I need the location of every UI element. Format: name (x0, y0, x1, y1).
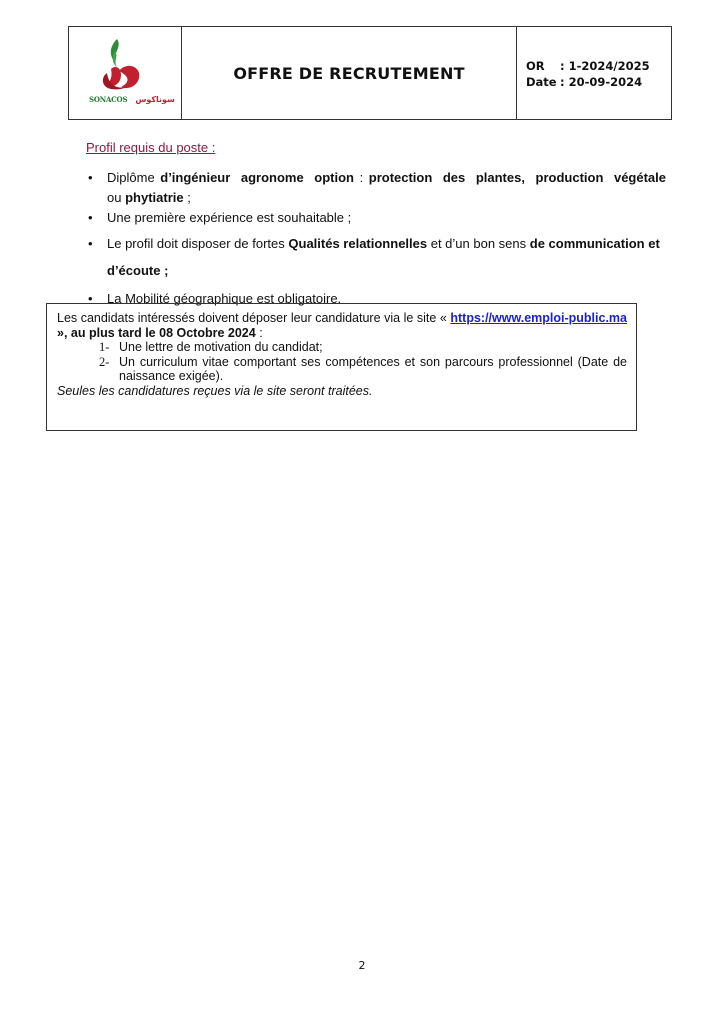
date-label: Date (526, 75, 557, 89)
specialty-text: phytiatrie (125, 190, 184, 205)
text-run: et d’un bon sens (427, 236, 530, 251)
text-run: », au plus tard le (57, 325, 160, 340)
text-run: : (354, 170, 369, 185)
emphasis-text: de communication et d’écoute ; (107, 236, 660, 278)
list-number: 2- (99, 354, 110, 369)
profile-section-title: Profil requis du poste : (86, 140, 216, 155)
list-number: 1- (99, 340, 110, 354)
text-run: : (255, 325, 263, 340)
reference-date (526, 74, 671, 90)
reference-cell (517, 27, 671, 119)
text-run: ; (183, 190, 191, 205)
application-box (46, 303, 637, 431)
document-header (68, 26, 672, 120)
text-run: ou (107, 190, 126, 205)
reference-number (526, 58, 671, 74)
logo-name-ar: سوناكوس (135, 95, 175, 104)
specialty-text: protection des plantes, production végétale (368, 170, 666, 185)
text-run: Diplôme (107, 170, 161, 185)
logo-cell (69, 27, 182, 119)
emploi-public-link[interactable]: https://www.emploi-public.ma (450, 311, 627, 325)
list-item: • Une première expérience est souhaitable ; (86, 208, 666, 228)
date-value: : 20-09-2024 (560, 75, 643, 89)
text-run: Le profil doit disposer de fortes (107, 236, 289, 251)
deadline-date: 08 Octobre 2024 (159, 325, 256, 340)
reference-label: OR (526, 59, 545, 73)
logo-name-fr: SONACOS (89, 95, 128, 104)
document-title: OFFRE DE RECRUTEMENT (182, 27, 517, 119)
degree-text: d’ingénieur agronome option (160, 170, 354, 185)
text-run: Les candidats intéressés doivent déposer leur candidature via le site « (57, 311, 451, 325)
reference-value: : 1-2024/2025 (560, 59, 650, 73)
page-number: 2 (358, 959, 366, 972)
list-item (99, 340, 627, 355)
list-text: Un curriculum vitae comportant ses compétences et son parcours professionnel (Date de naissance exigée). (119, 354, 627, 383)
list-item (99, 355, 627, 384)
application-note: Seules les candidatures reçues via le site seront traitées. (57, 383, 373, 398)
profile-requirements-list (86, 168, 666, 309)
emphasis-text: Qualités relationnelles (288, 236, 428, 251)
list-text: Une lettre de motivation du candidat; (119, 340, 323, 354)
list-item (86, 230, 666, 284)
logo-text (89, 95, 175, 104)
list-item: • La Mobilité géographique est obligatoire. (86, 289, 666, 309)
list-item (86, 168, 666, 208)
application-intro (57, 311, 627, 340)
sonacos-logo-icon (87, 37, 159, 95)
